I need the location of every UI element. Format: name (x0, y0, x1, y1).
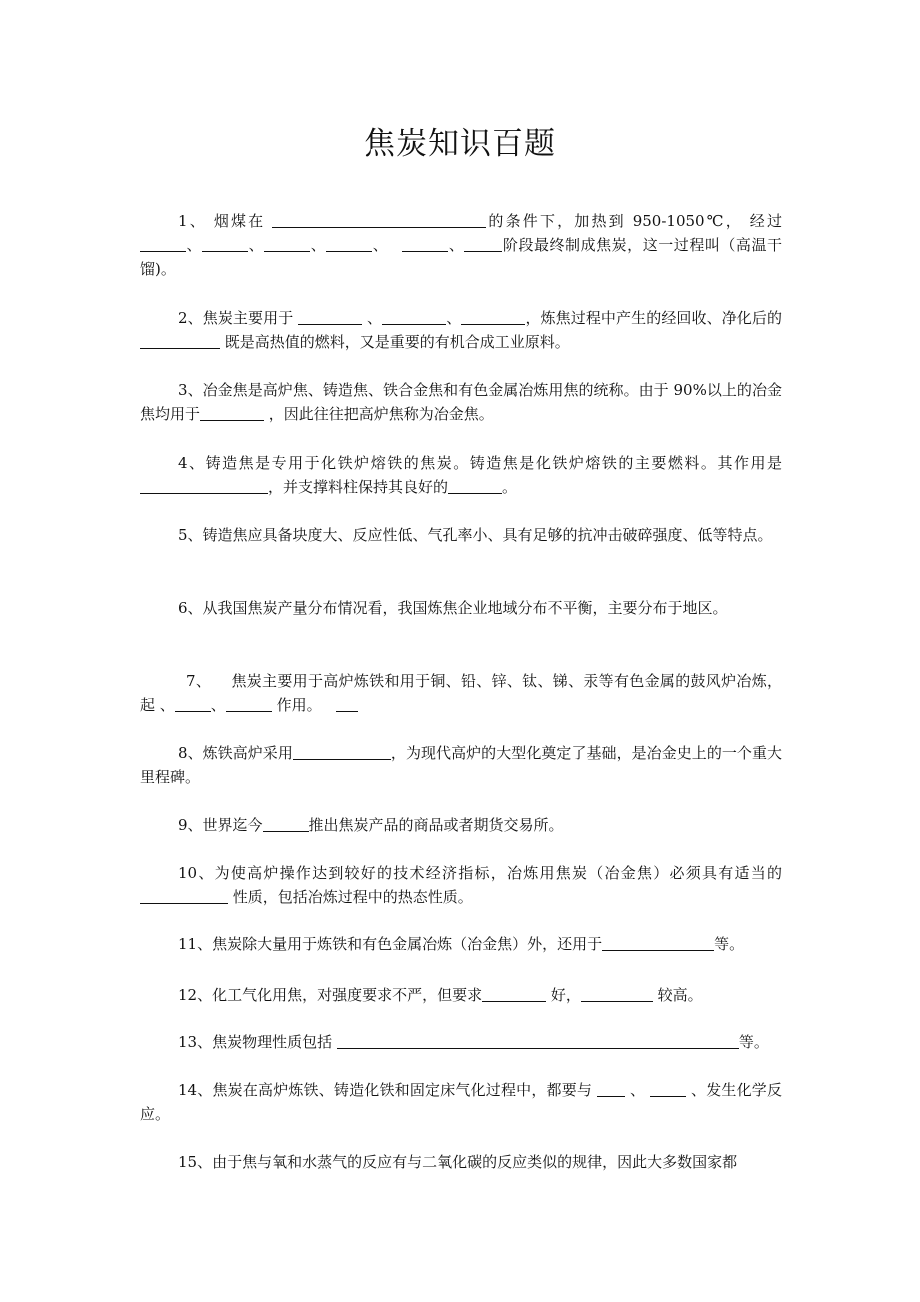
question-3: 3、冶金焦是高炉焦、铸造焦、铁合金焦和有色金属冶炼用焦的统称。由于 90%以上的冶金焦均用于 ，因此往往把高炉焦称为冶金焦。 (140, 381, 782, 423)
question-5: 5、铸造焦应具备块度大、反应性低、气孔率小、具有足够的抗冲击破碎强度、低等特点。 (178, 526, 773, 544)
question-9: 9、世界迄今 推出焦炭产品的商品或者期货交易所。 (178, 816, 564, 834)
answer-blank[interactable] (140, 478, 268, 494)
question-2: 2、焦炭主要用于 、 、 ，炼焦过程中产生的经回收、净化后的 既是高热值的燃料，又是重要的有机合成工业原料。 (140, 306, 782, 354)
answer-blank[interactable] (140, 888, 228, 904)
answer-blank[interactable] (272, 212, 486, 228)
question-10: 10、为使高炉操作达到较好的技术经济指标，冶炼用焦炭（冶金焦）必须具有适当的 性质，包括冶炼过程中的热态性质。 (140, 861, 782, 909)
answer-blank[interactable] (200, 405, 264, 421)
answer-blank[interactable] (461, 309, 525, 325)
question-15: 15、由于焦与氧和水蒸气的反应有与二氧化碳的反应类似的规律，因此大多数国家都 (178, 1153, 738, 1171)
answer-blank[interactable] (464, 236, 502, 252)
answer-blank[interactable] (482, 986, 546, 1002)
question-6: 6、从我国焦炭产量分布情况看，我国炼焦企业地域分布不平衡，主要分布于地区。 (178, 599, 728, 617)
question-4: 4、铸造焦是专用于化铁炉熔铁的焦炭。铸造焦是化铁炉熔铁的主要燃料。其作用是，并支撑料柱保持其良好的 。 (140, 451, 782, 499)
answer-blank[interactable] (382, 309, 446, 325)
question-8: 8、炼铁高炉采用 ，为现代高炉的大型化奠定了基础，是冶金史上的一个重大里程碑。 (140, 744, 782, 786)
answer-blank[interactable] (602, 935, 714, 951)
question-7: 7、 焦炭主要用于高炉炼铁和用于铜、铅、锌、钛、锑、汞等有色金属的鼓风炉冶炼，起 、 、 作用。 (140, 672, 782, 714)
answer-blank[interactable] (175, 696, 211, 712)
answer-blank[interactable] (336, 696, 358, 712)
page-title: 焦炭知识百题 (364, 126, 556, 162)
answer-blank[interactable] (326, 236, 372, 252)
answer-blank[interactable] (202, 236, 248, 252)
answer-blank[interactable] (293, 744, 391, 760)
answer-blank[interactable] (581, 986, 653, 1002)
question-14: 14、焦炭在高炉炼铁、铸造化铁和固定床气化过程中，都要与 、 、发生化学反应。 (140, 1081, 782, 1123)
question-11: 11、焦炭除大量用于炼铁和有色金属冶炼（冶金焦）外，还用于 等。 (178, 935, 745, 953)
answer-blank[interactable] (140, 333, 220, 349)
answer-blank[interactable] (448, 478, 502, 494)
answer-blank[interactable] (226, 696, 272, 712)
answer-blank[interactable] (337, 1033, 739, 1049)
answer-blank[interactable] (263, 816, 309, 832)
question-12: 12、化工气化用焦，对强度要求不严，但要求 好， 较高。 (178, 986, 703, 1004)
question-1: 1、 烟煤在 的条件下，加热到 950-1050℃， 经过 、 、 、 、 、 阶段最终制成焦炭，这一过程叫（高温干馏)。 (140, 212, 782, 278)
answer-blank[interactable] (597, 1081, 625, 1097)
answer-blank[interactable] (298, 309, 362, 325)
answer-blank[interactable] (402, 236, 448, 252)
answer-blank[interactable] (650, 1081, 686, 1097)
question-13: 13、焦炭物理性质包括 等。 (178, 1033, 769, 1051)
answer-blank[interactable] (264, 236, 310, 252)
answer-blank[interactable] (140, 236, 186, 252)
